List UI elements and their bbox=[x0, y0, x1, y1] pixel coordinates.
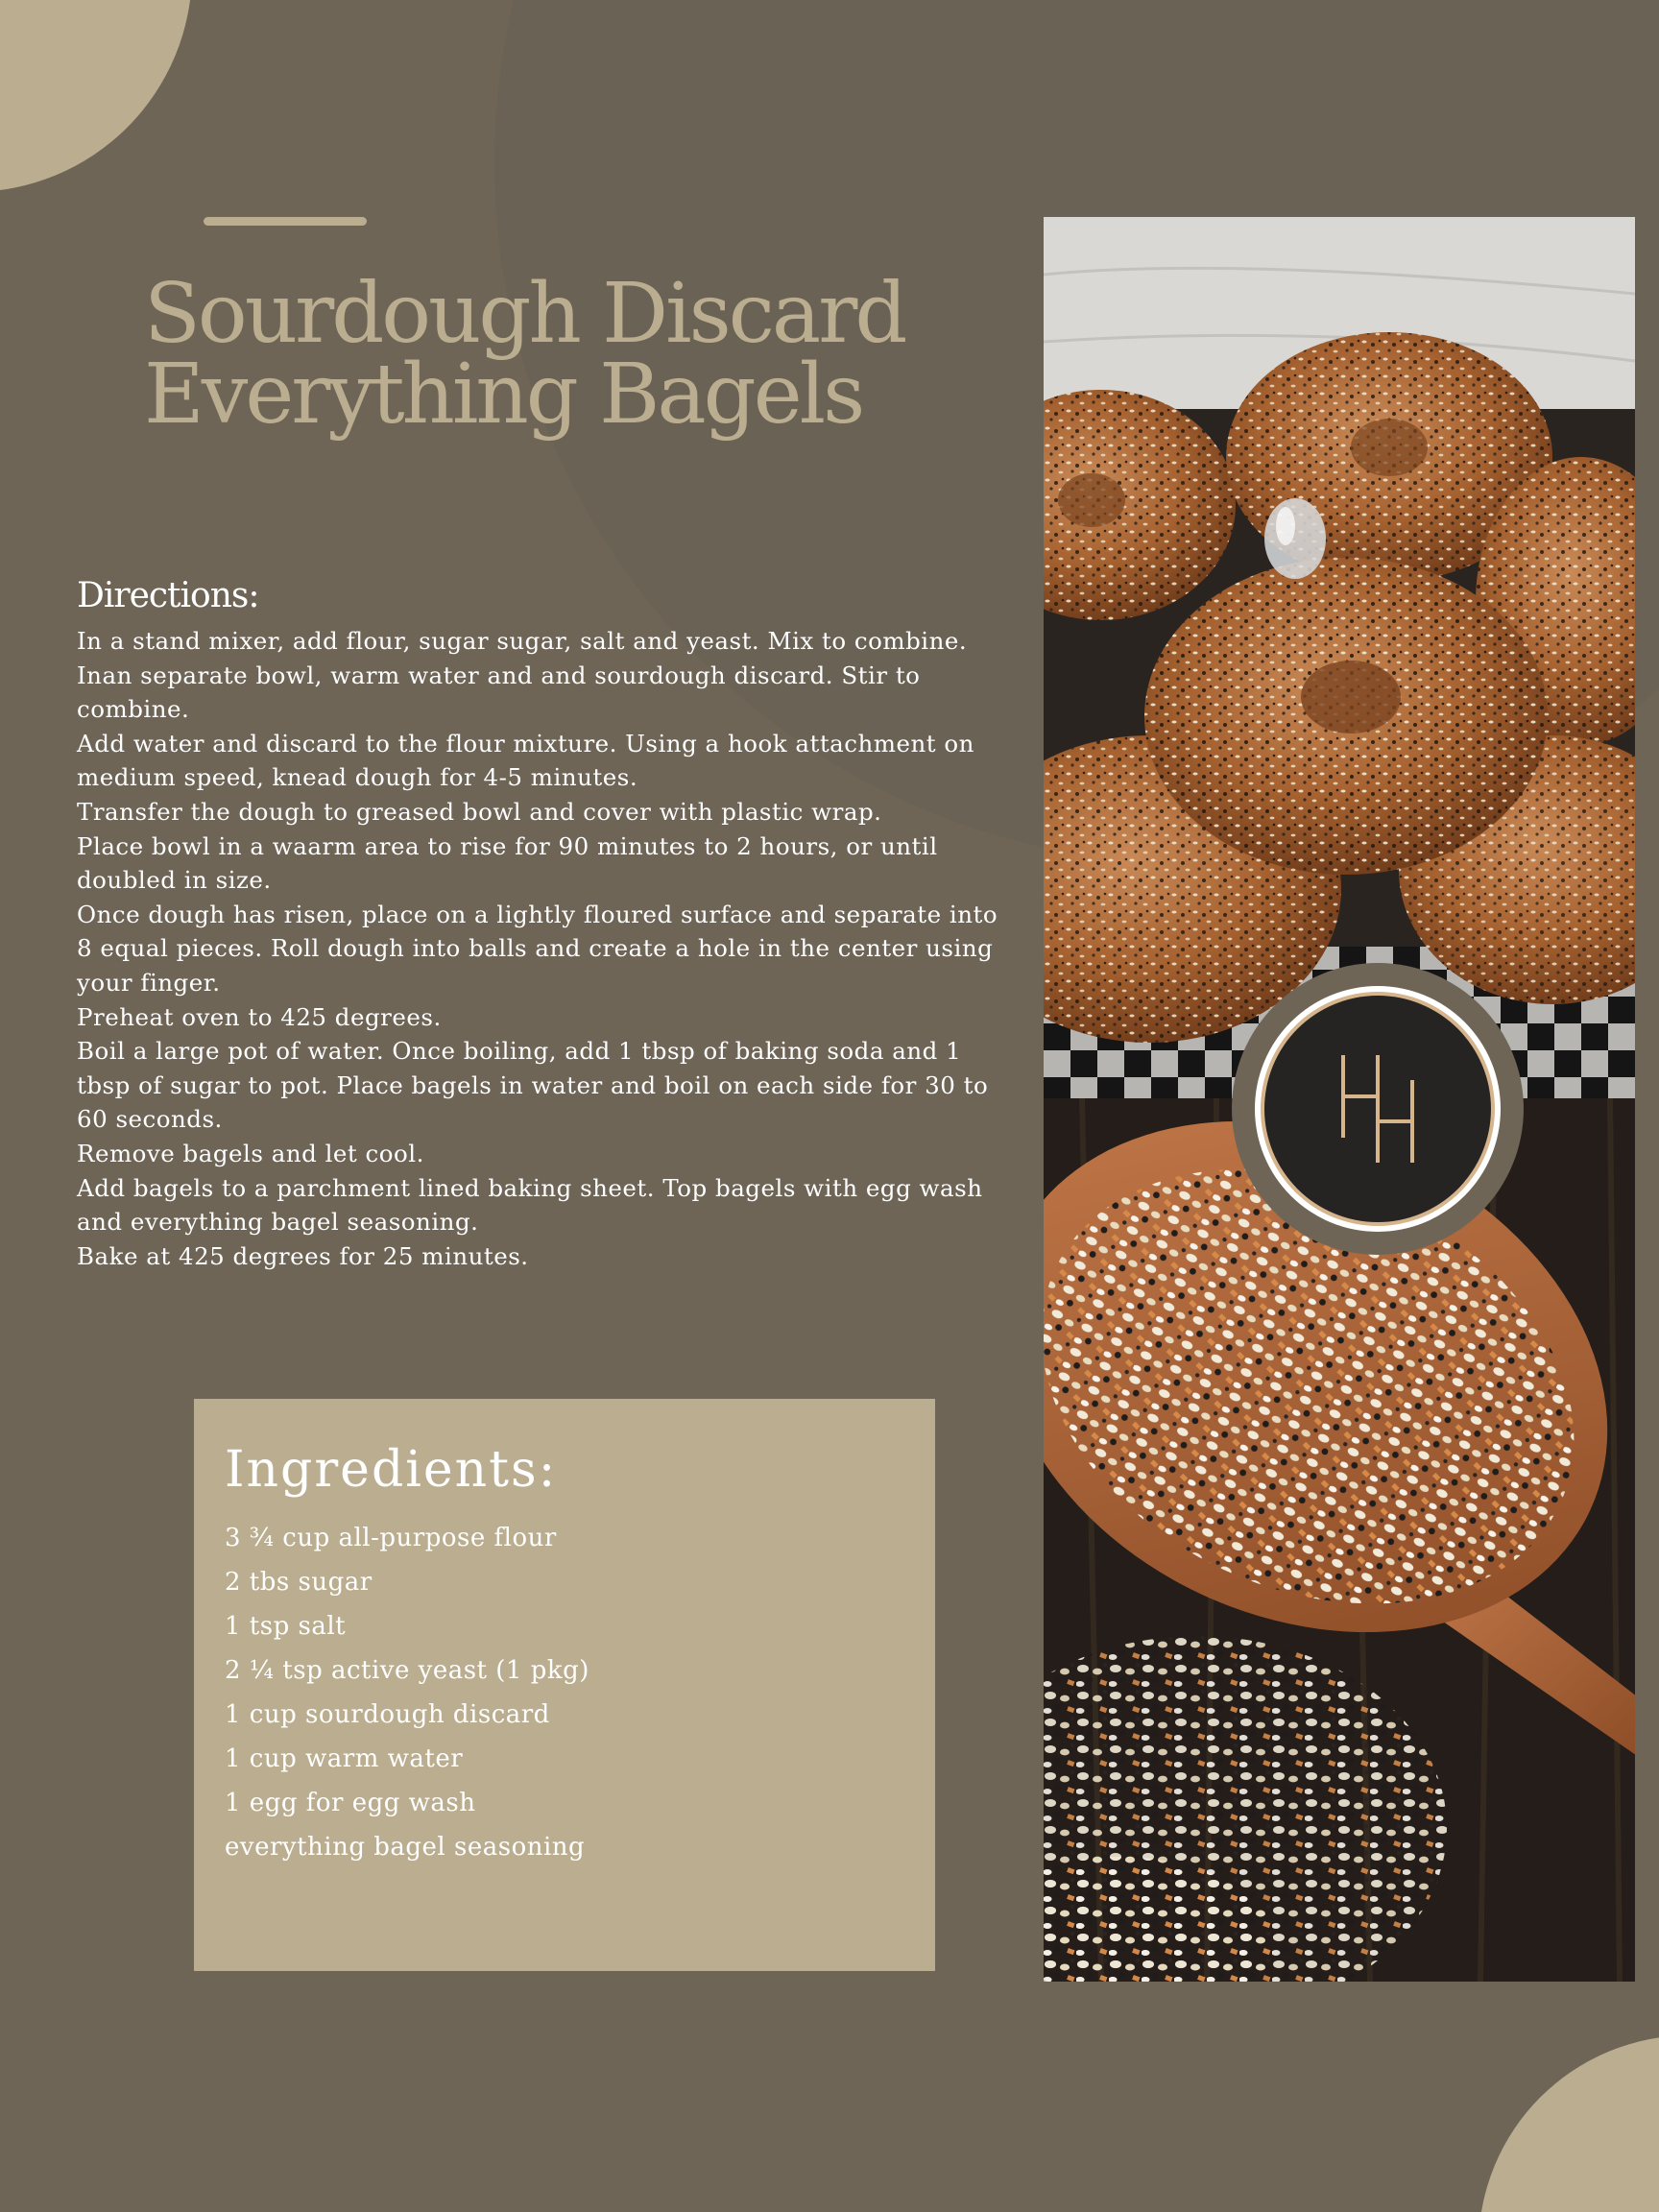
direction-step: Add water and discard to the flour mixture. Using a hook attachment on medium speed, knead dough for 4-5 minutes. bbox=[77, 729, 974, 792]
ingredient-item: everything bagel seasoning bbox=[225, 1833, 586, 1862]
direction-step: Remove bagels and let cool. bbox=[77, 1139, 424, 1167]
ingredient-item: 1 cup sourdough discard bbox=[225, 1700, 550, 1729]
bagels-photo bbox=[1044, 217, 1635, 1098]
corner-circle-bottom-right bbox=[1479, 2035, 1659, 2212]
direction-step: Preheat oven to 425 degrees. bbox=[77, 1002, 442, 1031]
hh-monogram-icon bbox=[1264, 996, 1491, 1222]
direction-step: Bake at 425 degrees for 25 minutes. bbox=[77, 1241, 529, 1270]
ingredient-item: 1 egg for egg wash bbox=[225, 1789, 476, 1817]
brand-logo bbox=[1232, 963, 1524, 1255]
directions-list bbox=[77, 624, 1008, 1273]
ingredient-item: 3 ¾ cup all-purpose flour bbox=[225, 1524, 557, 1552]
direction-step: Inan separate bowl, warm water and and sourdough discard. Stir to combine. bbox=[77, 661, 921, 724]
direction-step: Place bowl in a waarm area to rise for 90 minutes to 2 hours, or until doubled in size. bbox=[77, 831, 938, 895]
ingredient-item: 1 cup warm water bbox=[225, 1744, 464, 1773]
ingredient-item: 2 ¼ tsp active yeast (1 pkg) bbox=[225, 1656, 589, 1685]
direction-step: Add bagels to a parchment lined baking sheet. Top bagels with egg wash and everything bagel seasoning. bbox=[77, 1173, 983, 1237]
ingredients-heading: Ingredients: bbox=[225, 1441, 558, 1499]
ingredient-item: 2 tbs sugar bbox=[225, 1568, 373, 1597]
directions-heading: Directions: bbox=[77, 576, 259, 615]
ingredients-panel bbox=[194, 1399, 935, 1971]
corner-circle-top-left bbox=[0, 0, 192, 192]
direction-step: Boil a large pot of water. Once boiling, add 1 tbsp of baking soda and 1 tbsp of sugar to pot. Place bagels in water and boil on each side for 30 to 60 seconds. bbox=[77, 1037, 989, 1134]
ingredients-list bbox=[225, 1516, 589, 1869]
page-title: Sourdough Discard Everything Bagels bbox=[144, 266, 905, 443]
direction-step: Once dough has risen, place on a lightly floured surface and separate into 8 equal pieces. Roll dough into balls and create a hole in the center using your finger. bbox=[77, 900, 998, 997]
title-accent-line bbox=[204, 217, 367, 226]
direction-step: Transfer the dough to greased bowl and cover with plastic wrap. bbox=[77, 797, 882, 826]
directions-section bbox=[77, 574, 1008, 1273]
ingredient-item: 1 tsp salt bbox=[225, 1612, 347, 1641]
direction-step: In a stand mixer, add flour, sugar sugar, salt and yeast. Mix to combine. bbox=[77, 627, 968, 655]
